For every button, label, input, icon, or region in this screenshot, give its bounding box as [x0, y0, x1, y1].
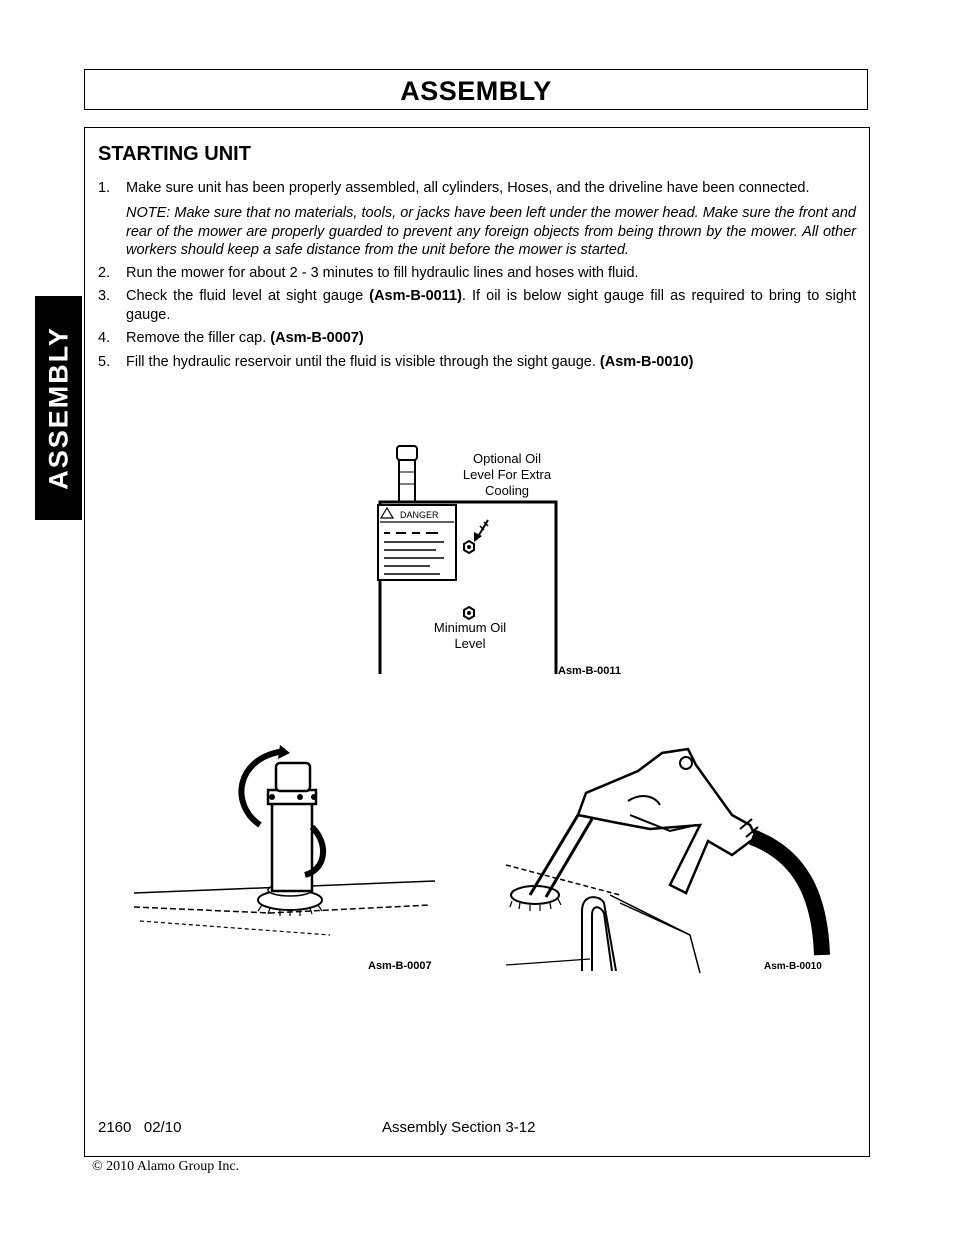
figure-fill-nozzle [500, 745, 830, 975]
page-header-title: ASSEMBLY [400, 76, 552, 106]
side-tab [35, 296, 82, 520]
figure-reference: (Asm-B-0007) [270, 330, 364, 346]
step-text: Fill the hydraulic reservoir until the fluid is visible through the sight gauge. (Asm-B-0010) [126, 354, 694, 370]
header-box [84, 69, 868, 110]
step-text: Make sure unit has been properly assembled, all cylinders, Hoses, and the driveline have been connected. [126, 180, 810, 196]
step-text: Remove the filler cap. (Asm-B-0007) [126, 330, 364, 346]
step-text: Check the fluid level at sight gauge (Asm-B-0011). If oil is below sight gauge fill as required to bring to sight gauge. [126, 288, 856, 323]
step-number: 1. [98, 180, 111, 196]
callout-optional-line1: Optional Oil [473, 451, 541, 466]
figure-id: Asm-B-0007 [368, 960, 432, 972]
callout-optional-line3: Cooling [484, 483, 530, 498]
step-text: Run the mower for about 2 - 3 minutes to fill hydraulic lines and hoses with fluid. [126, 265, 639, 281]
callout-optional-line2: Level For Extra [462, 467, 552, 482]
callout-minimum-line1: Minimum Oil [433, 620, 507, 635]
section-heading: STARTING UNIT [98, 143, 251, 165]
decal-text: DANGER [400, 510, 439, 520]
side-tab-label: ASSEMBLY [43, 326, 73, 490]
footer-model-date: 2160 02/10 [98, 1119, 182, 1136]
copyright: © 2010 Alamo Group Inc. [92, 1159, 240, 1174]
figure-reference: (Asm-B-0011) [369, 288, 462, 304]
step-number: 4. [98, 330, 111, 346]
figure-id: Asm-B-0010 [764, 961, 822, 972]
footer-section: Assembly Section 3-12 [382, 1119, 536, 1136]
safety-note: NOTE: Make sure that no materials, tools, or jacks have been left under the mower head. Make sure the front and rear of the mower are properly guarded to prevent any foreign objects from being thrown by the mower. All other workers should keep a safe distance from the unit before the mower is started. [126, 205, 856, 258]
figure-id: Asm-B-0011 [558, 665, 621, 677]
step-number: 3. [98, 288, 111, 304]
figure-reference: (Asm-B-0010) [599, 354, 694, 370]
figure-sight-gauge [370, 438, 640, 678]
figure-filler-cap [130, 745, 440, 975]
step-number: 5. [98, 354, 111, 370]
step-number: 2. [98, 265, 111, 281]
callout-minimum-line2: Level [454, 636, 486, 651]
